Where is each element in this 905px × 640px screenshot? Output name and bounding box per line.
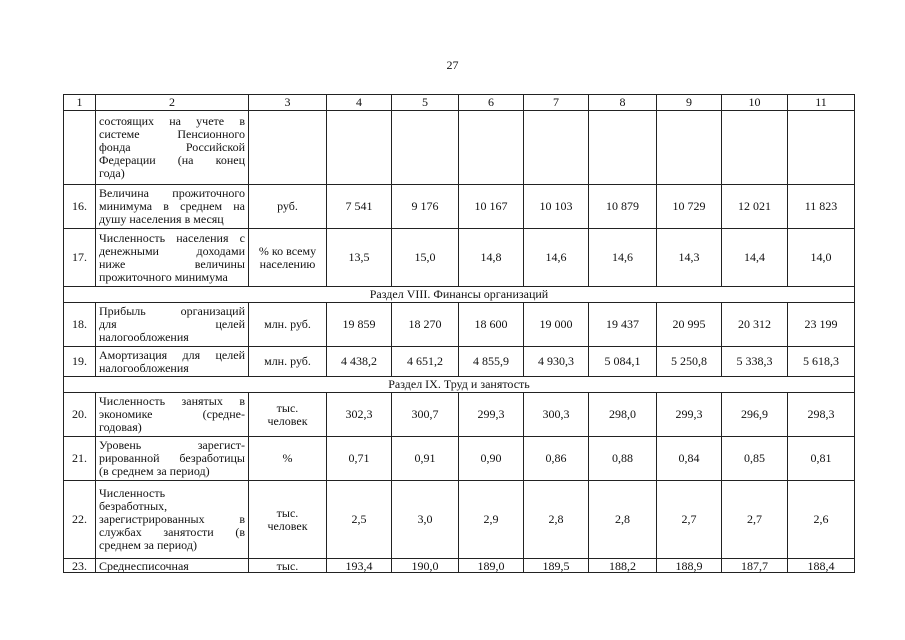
unit-cell bbox=[249, 347, 327, 377]
value-cell: 10 103 bbox=[524, 185, 589, 229]
value-cell bbox=[392, 111, 459, 185]
value-cell: 2,5 bbox=[327, 481, 392, 559]
row-number: 19. bbox=[64, 347, 96, 377]
unit-line: % ко всему bbox=[258, 243, 317, 258]
value-cell: 302,3 bbox=[327, 393, 392, 437]
table-row bbox=[64, 347, 855, 377]
unit-line: человек bbox=[267, 413, 308, 428]
indicator-name bbox=[96, 347, 249, 377]
indicator-name-line: фонда Российской bbox=[99, 140, 245, 154]
indicator-name-line: Численность bbox=[99, 486, 166, 500]
value-cell: 11 823 bbox=[788, 185, 855, 229]
value-cell: 4 855,9 bbox=[459, 347, 524, 377]
value-cell: 3,0 bbox=[392, 481, 459, 559]
value-cell: 5 618,3 bbox=[788, 347, 855, 377]
continuation-row bbox=[64, 111, 855, 185]
indicator-name-line: Прибыль организаций bbox=[99, 304, 245, 318]
row-number: 22. bbox=[64, 481, 96, 559]
indicator-name bbox=[96, 229, 249, 287]
value-cell: 189,5 bbox=[524, 559, 589, 573]
value-cell: 20 312 bbox=[722, 303, 788, 347]
indicator-name-line: прожиточного минимума bbox=[99, 269, 228, 284]
table-row bbox=[64, 393, 855, 437]
indicator-name bbox=[96, 481, 249, 559]
indicator-name-line: налогообложения bbox=[99, 360, 189, 375]
value-cell bbox=[524, 111, 589, 185]
column-number: 7 bbox=[524, 95, 589, 111]
value-cell: 0,90 bbox=[459, 437, 524, 481]
value-cell: 15,0 bbox=[392, 229, 459, 287]
column-number: 11 bbox=[788, 95, 855, 111]
indicator-name bbox=[96, 437, 249, 481]
value-cell: 0,88 bbox=[589, 437, 657, 481]
value-cell bbox=[657, 111, 722, 185]
indicator-name-line: Численность занятых в bbox=[99, 394, 245, 408]
indicator-name-line: годовая) bbox=[99, 420, 142, 434]
section-title: Раздел VIII. Финансы организаций bbox=[64, 287, 855, 303]
unit-line: млн. руб. bbox=[264, 317, 311, 331]
unit-line: тыс. bbox=[276, 400, 299, 415]
table-row bbox=[64, 559, 855, 573]
indicator-name-line: Среднесписочная bbox=[99, 558, 189, 573]
column-number: 1 bbox=[64, 95, 96, 111]
value-cell bbox=[722, 111, 788, 185]
indicator-name-line: налогообложения bbox=[99, 330, 189, 344]
value-cell: 188,4 bbox=[788, 559, 855, 573]
value-cell: 0,86 bbox=[524, 437, 589, 481]
value-cell: 0,71 bbox=[327, 437, 392, 481]
row-number: 20. bbox=[64, 393, 96, 437]
value-cell: 2,8 bbox=[589, 481, 657, 559]
value-cell: 187,7 bbox=[722, 559, 788, 573]
value-cell: 300,3 bbox=[524, 393, 589, 437]
page-number: 27 bbox=[446, 58, 459, 72]
indicator-name-line: безработных, bbox=[99, 499, 168, 513]
value-cell: 188,2 bbox=[589, 559, 657, 573]
value-cell: 14,3 bbox=[657, 229, 722, 287]
value-cell: 13,5 bbox=[327, 229, 392, 287]
unit-cell bbox=[249, 559, 327, 573]
unit-cell bbox=[249, 393, 327, 437]
indicator-name-line: Федерации (на конец bbox=[99, 153, 245, 167]
value-cell: 2,7 bbox=[657, 481, 722, 559]
value-cell: 2,8 bbox=[524, 481, 589, 559]
value-cell: 2,7 bbox=[722, 481, 788, 559]
value-cell bbox=[459, 111, 524, 185]
indicator-name-line: Величина прожиточного bbox=[99, 186, 245, 200]
unit-cell bbox=[249, 229, 327, 287]
table-row bbox=[64, 185, 855, 229]
value-cell: 5 338,3 bbox=[722, 347, 788, 377]
unit-cell bbox=[249, 185, 327, 229]
column-number: 6 bbox=[459, 95, 524, 111]
value-cell: 4 651,2 bbox=[392, 347, 459, 377]
row-number: 18. bbox=[64, 303, 96, 347]
indicator-name bbox=[96, 303, 249, 347]
value-cell: 19 437 bbox=[589, 303, 657, 347]
column-number-header-row bbox=[64, 95, 855, 111]
indicator-name-line: Численность населения с bbox=[99, 230, 245, 245]
indicator-name-line: Уровень зарегист- bbox=[99, 438, 245, 452]
row-number bbox=[64, 111, 96, 185]
indicator-name-line: (в среднем за период) bbox=[99, 464, 210, 478]
row-number: 23. bbox=[64, 559, 96, 573]
unit-line: тыс. bbox=[276, 505, 299, 520]
indicator-name bbox=[96, 393, 249, 437]
value-cell: 18 270 bbox=[392, 303, 459, 347]
unit-line: % bbox=[282, 451, 293, 465]
value-cell: 12 021 bbox=[722, 185, 788, 229]
value-cell: 18 600 bbox=[459, 303, 524, 347]
value-cell bbox=[589, 111, 657, 185]
column-number: 9 bbox=[657, 95, 722, 111]
value-cell: 193,4 bbox=[327, 559, 392, 573]
value-cell: 14,4 bbox=[722, 229, 788, 287]
indicator-name-line: для целей bbox=[99, 317, 245, 331]
table-row bbox=[64, 481, 855, 559]
value-cell: 189,0 bbox=[459, 559, 524, 573]
table-row bbox=[64, 303, 855, 347]
column-number: 10 bbox=[722, 95, 788, 111]
indicator-name bbox=[96, 559, 249, 573]
value-cell: 20 995 bbox=[657, 303, 722, 347]
table-row bbox=[64, 437, 855, 481]
value-cell: 298,0 bbox=[589, 393, 657, 437]
indicator-name bbox=[96, 111, 249, 185]
column-number: 2 bbox=[96, 95, 249, 111]
value-cell: 4 438,2 bbox=[327, 347, 392, 377]
value-cell: 300,7 bbox=[392, 393, 459, 437]
indicator-name-line: денежными доходами bbox=[99, 243, 245, 258]
indicator-name-line: среднем за период) bbox=[99, 538, 197, 552]
unit-cell bbox=[249, 481, 327, 559]
value-cell: 190,0 bbox=[392, 559, 459, 573]
value-cell: 10 729 bbox=[657, 185, 722, 229]
indicator-name-line: ниже величины bbox=[99, 256, 245, 271]
value-cell: 7 541 bbox=[327, 185, 392, 229]
value-cell: 298,3 bbox=[788, 393, 855, 437]
value-cell: 5 250,8 bbox=[657, 347, 722, 377]
value-cell: 5 084,1 bbox=[589, 347, 657, 377]
value-cell: 299,3 bbox=[657, 393, 722, 437]
unit-line: руб. bbox=[277, 199, 298, 213]
value-cell: 14,8 bbox=[459, 229, 524, 287]
indicator-name-line: состоящих на учете в bbox=[99, 114, 245, 128]
value-cell bbox=[327, 111, 392, 185]
value-cell: 0,91 bbox=[392, 437, 459, 481]
value-cell: 14,6 bbox=[589, 229, 657, 287]
unit-line: млн. руб. bbox=[264, 354, 311, 368]
unit-cell bbox=[249, 437, 327, 481]
indicator-name-line: службах занятости (в bbox=[99, 525, 245, 539]
value-cell: 0,81 bbox=[788, 437, 855, 481]
unit-cell bbox=[249, 303, 327, 347]
unit-line: тыс. bbox=[276, 558, 299, 573]
value-cell: 2,6 bbox=[788, 481, 855, 559]
indicator-name-line: года) bbox=[99, 166, 125, 180]
value-cell: 14,0 bbox=[788, 229, 855, 287]
value-cell: 2,9 bbox=[459, 481, 524, 559]
value-cell: 23 199 bbox=[788, 303, 855, 347]
value-cell: 296,9 bbox=[722, 393, 788, 437]
row-number: 16. bbox=[64, 185, 96, 229]
section-header-row bbox=[64, 287, 855, 303]
indicator-name-line: рированной безработицы bbox=[99, 451, 245, 465]
value-cell: 19 859 bbox=[327, 303, 392, 347]
indicator-name-line: зарегистрированных в bbox=[99, 512, 245, 526]
value-cell: 9 176 bbox=[392, 185, 459, 229]
column-number: 4 bbox=[327, 95, 392, 111]
indicator-name-line: системе Пенсионного bbox=[99, 127, 245, 141]
unit-line: населению bbox=[259, 256, 316, 271]
value-cell: 10 879 bbox=[589, 185, 657, 229]
statistics-table bbox=[63, 94, 855, 573]
unit-line: человек bbox=[267, 518, 308, 533]
indicator-name-line: экономике (средне- bbox=[99, 407, 245, 421]
column-number: 3 bbox=[249, 95, 327, 111]
value-cell: 19 000 bbox=[524, 303, 589, 347]
section-header-row bbox=[64, 377, 855, 393]
value-cell: 188,9 bbox=[657, 559, 722, 573]
table-row bbox=[64, 229, 855, 287]
value-cell: 299,3 bbox=[459, 393, 524, 437]
value-cell: 0,85 bbox=[722, 437, 788, 481]
row-number: 17. bbox=[64, 229, 96, 287]
indicator-name-line: минимума в среднем на bbox=[99, 199, 245, 213]
unit-cell bbox=[249, 111, 327, 185]
column-number: 5 bbox=[392, 95, 459, 111]
value-cell: 0,84 bbox=[657, 437, 722, 481]
indicator-name bbox=[96, 185, 249, 229]
indicator-name-line: Амортизация для целей bbox=[99, 347, 245, 362]
row-number: 21. bbox=[64, 437, 96, 481]
value-cell bbox=[788, 111, 855, 185]
value-cell: 10 167 bbox=[459, 185, 524, 229]
value-cell: 14,6 bbox=[524, 229, 589, 287]
value-cell: 4 930,3 bbox=[524, 347, 589, 377]
section-title: Раздел IX. Труд и занятость bbox=[64, 377, 855, 393]
indicator-name-line: душу населения в месяц bbox=[99, 212, 224, 226]
column-number: 8 bbox=[589, 95, 657, 111]
